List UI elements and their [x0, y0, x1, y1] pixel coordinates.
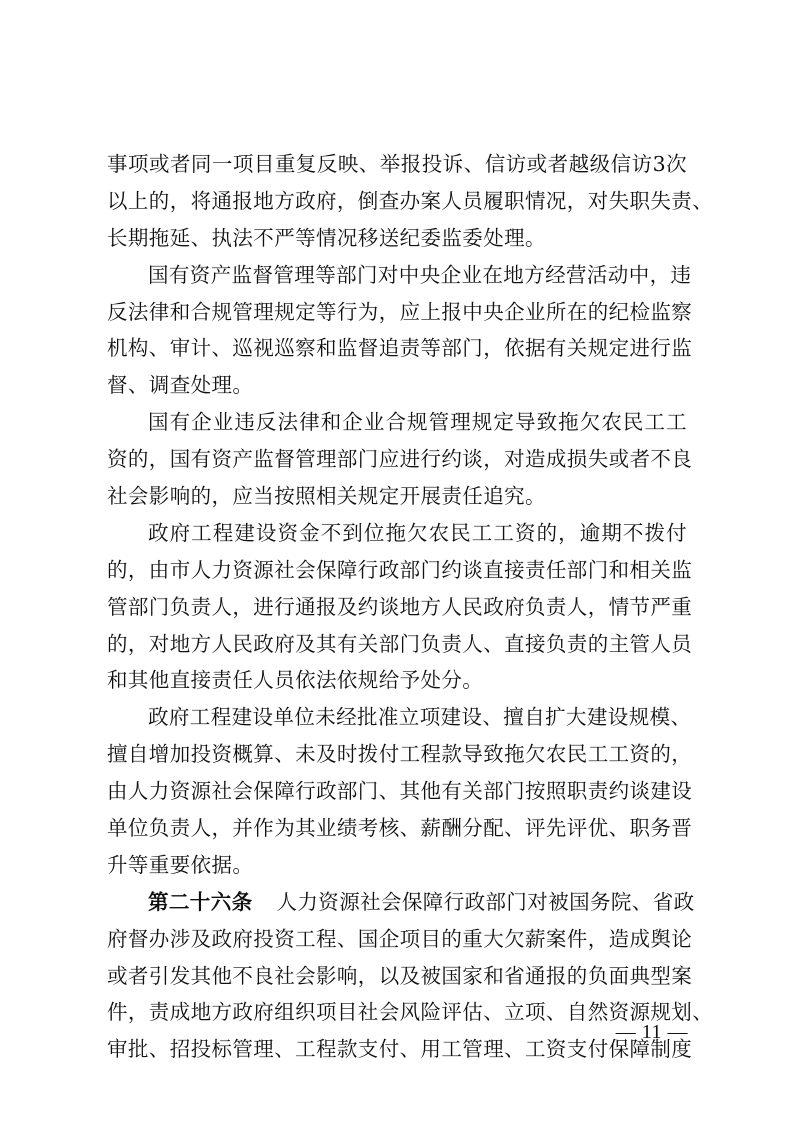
paragraph-5-line-3: 由人力资源社会保障行政部门、其他有关部门按照职责约谈建设	[107, 779, 693, 804]
paragraph-4-line-1: 政府工程建设资金不到位拖欠农民工工资的，逾期不拨付	[148, 520, 687, 545]
paragraph-3-line-1: 国有企业违反法律和企业合规管理规定导致拖欠农民工工	[148, 410, 687, 435]
paragraph-2-line-3: 机构、审计、巡视巡察和监督追责等部门，依据有关规定进行监	[107, 336, 693, 361]
paragraph-3-line-2: 资的，国有资产监督管理部门应进行约谈，对造成损失或者不良	[107, 447, 693, 472]
article-heading: 第二十六条	[148, 889, 253, 914]
article-first-line-text: 人力资源社会保障行政部门对被国务院、省政	[276, 889, 695, 914]
page-number: — 11 —	[615, 1021, 688, 1043]
paragraph-1-line-1: 事项或者同一项目重复反映、举报投诉、信访或者越级信访3次	[107, 152, 687, 176]
paragraph-2-line-4: 督、调查处理。	[107, 373, 254, 398]
paragraph-5-line-2: 擅自增加投资概算、未及时拨付工程款导致拖欠农民工工资的，	[107, 742, 693, 767]
paragraph-4-line-3: 管部门负责人，进行通报及约谈地方人民政府负责人，情节严重	[107, 594, 693, 619]
paragraph-5-line-5: 升等重要依据。	[107, 852, 254, 877]
article-26-line-4: 件，责成地方政府组织项目社会风险评估、立项、自然资源规划、	[107, 1000, 714, 1025]
paragraph-3-line-3: 社会影响的，应当按照相关规定开展责任追究。	[107, 484, 546, 509]
paragraph-5-line-4: 单位负责人，并作为其业绩考核、薪酬分配、评先评优、职务晋	[107, 816, 693, 841]
article-26-first-line	[107, 884, 695, 921]
paragraph-1-line-2: 以上的，将通报地方政府，倒查办案人员履职情况，对失职失责、	[107, 188, 714, 213]
paragraph-4-line-4: 的，对地方人民政府及其有关部门负责人、直接负责的主管人员	[107, 631, 693, 656]
paragraph-2-line-2: 反法律和合规管理规定等行为，应上报中央企业所在的纪检监察	[107, 299, 693, 324]
paragraph-4-line-2: 的，由市人力资源社会保障行政部门约谈直接责任部门和相关监	[107, 557, 693, 582]
paragraph-1-line-3: 长期拖延、执法不严等情况移送纪委监委处理。	[107, 225, 546, 250]
paragraph-4-line-5: 和其他直接责任人员依法依规给予处分。	[107, 668, 484, 693]
article-26-line-3: 或者引发其他不良社会影响，以及被国家和省通报的负面典型案	[107, 963, 693, 988]
body-text	[107, 146, 714, 1068]
paragraph-5-line-1: 政府工程建设单位未经批准立项建设、擅自扩大建设规模、	[148, 705, 692, 730]
article-26-line-5: 审批、招投标管理、工程款支付、用工管理、工资支付保障制度	[107, 1037, 693, 1062]
paragraph-2-line-1: 国有资产监督管理等部门对中央企业在地方经营活动中，违	[148, 262, 692, 287]
article-26-line-2: 府督办涉及政府投资工程、国企项目的重大欠薪案件，造成舆论	[107, 926, 693, 951]
